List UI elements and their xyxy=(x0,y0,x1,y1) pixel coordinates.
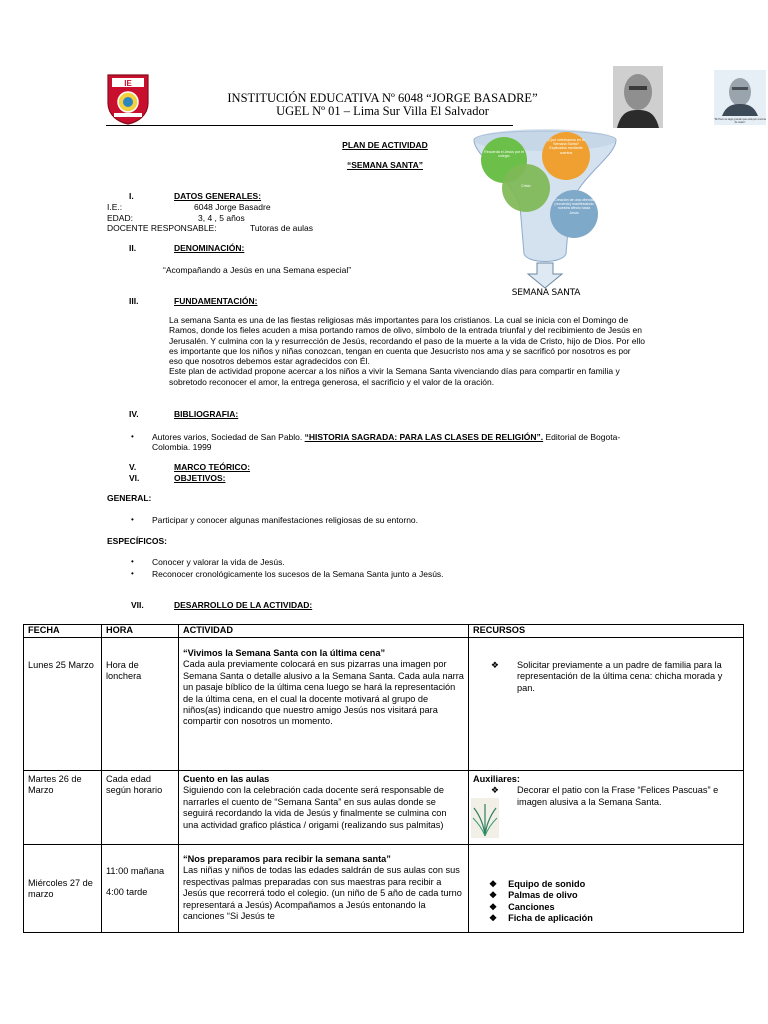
actividad-title: “Vivimos la Semana Santa con la última cena” xyxy=(183,648,386,658)
bullet-dot: • xyxy=(131,557,134,566)
diamond-bullet-icon: ❖ xyxy=(490,785,500,796)
diamond-bullet-icon: ❖ xyxy=(489,890,498,901)
recurso-item xyxy=(473,660,739,694)
section-title-desarrollo: DESARROLLO DE LA ACTIVIDAD: xyxy=(174,600,313,610)
objetivo-general: Participar y conocer algunas manifestaciones religiosas de su entorno. xyxy=(152,515,419,525)
diamond-bullet-icon: ❖ xyxy=(489,879,498,889)
denominacion-text: “Acompañando a Jesús en una Semana especial” xyxy=(163,265,352,275)
portrait-photo-small xyxy=(714,70,766,125)
objetivo-especifico: Reconocer cronológicamente los sucesos de la Semana Santa junto a Jesús. xyxy=(152,569,444,579)
section-number-3: III. xyxy=(129,296,139,306)
section-number-5: V. xyxy=(129,462,137,472)
circle-text-3: Cristo xyxy=(521,184,531,188)
bibliografia-entry xyxy=(152,432,620,442)
recurso-item xyxy=(489,902,739,913)
recurso-text: Equipo de sonido xyxy=(508,879,586,889)
ie-label: I.E.: xyxy=(107,202,123,212)
fundamentacion-line: Este plan de actividad propone acercar a los niños a vivir la Semana Santa vivenciando días para compartir en familia y xyxy=(169,366,620,377)
fundamentacion-line: sobretodo reconocer el amor, la entrega generosa, el sacrificio y el valor de la oración. xyxy=(169,376,495,387)
recursos-cell xyxy=(469,845,744,933)
actividad-title: “Nos preparamos para recibir la semana santa” xyxy=(183,854,391,864)
edad-label: EDAD: xyxy=(107,213,133,223)
actividad-title: Cuento en las aulas xyxy=(183,774,270,784)
portrait-caption: "Mi Perú es algo grande que está por encima de todos" xyxy=(714,118,766,124)
fundamentacion-line: es importante que los niños y niñas conozcan, tengan en cuenta que Jesucristo nos ama y se sacrificó por nosotros es por xyxy=(169,345,631,356)
column-header: HORA xyxy=(102,625,179,638)
ie-value: 6048 Jorge Basadre xyxy=(194,202,271,212)
section-number-7: VII. xyxy=(131,600,144,610)
edad-value: 3, 4 , 5 años xyxy=(198,213,245,223)
section-title-datos: DATOS GENERALES: xyxy=(174,191,262,201)
fundamentacion-line: eso que nosotros debemos estar agradecidos con Él. xyxy=(169,356,370,367)
column-header: FECHA xyxy=(24,625,102,638)
recurso-item xyxy=(473,785,739,808)
school-logo xyxy=(106,73,150,125)
plan-title: PLAN DE ACTIVIDAD xyxy=(342,140,428,150)
table-row xyxy=(24,845,744,933)
hora-manana: 11:00 mañana xyxy=(106,866,165,876)
recursos-cell xyxy=(469,638,744,771)
recurso-text: Decorar el patio con la Frase “Felices Pascuas” e imagen alusiva a la Semana Santa. xyxy=(517,785,719,807)
institution-name: INSTITUCIÓN EDUCATIVA Nº 6048 “JORGE BASADRE” xyxy=(227,91,538,105)
table-row xyxy=(24,771,744,845)
section-title-bibliografia: BIBLIOGRAFIA: xyxy=(174,409,239,419)
actividad-cell xyxy=(179,638,469,771)
table-header-row xyxy=(24,625,744,638)
fecha-cell: Martes 26 de Marzo xyxy=(24,771,102,845)
section-number-4: IV. xyxy=(129,409,139,419)
recurso-item xyxy=(489,913,739,924)
diamond-bullet-icon: ❖ xyxy=(490,660,500,670)
recurso-text: Ficha de aplicación xyxy=(508,913,593,924)
diamond-bullet-icon: ❖ xyxy=(489,901,498,912)
fundamentacion-line: Ramos, donde los fieles acuden a misa portando ramos de olivo, símbolo de la entrada triunfal y del recibimiento de Jesús en xyxy=(169,325,642,336)
actividad-cell xyxy=(179,771,469,845)
column-header: RECURSOS xyxy=(469,625,744,638)
actividad-body: Cada aula previamente colocará en sus pizarras una imagen por Semana Santa o detalle alusivo a la Semana Santa. Cada aula narra un pasaje bíblico de la última cena luego se hará la representación de la última cena, en el cual la docente motivará al grupo de niños(as) indicando que nuestro amigo Jesús nos visitará para compartir con nosotros un momento. xyxy=(183,659,464,727)
section-title-denominacion: DENOMINACIÓN: xyxy=(174,243,245,253)
circle-text-1: Recuerda el Jesús por el colegio xyxy=(484,150,524,159)
recurso-text: Canciones xyxy=(508,901,555,912)
portrait-photo xyxy=(613,66,663,128)
fundamentacion-line: Jerusalén. Y culmina con la y resurrección de Jesús, recordando el paso de la muerte a la vida de Cristo, hijo de Dios. Por ello xyxy=(169,335,645,346)
logo-initials: IE xyxy=(124,79,132,88)
fundamentacion-line: La semana Santa es una de las fiestas religiosas más importantes para los cristianos. La cual se inicia con el Domingo de xyxy=(169,315,629,325)
recurso-item xyxy=(489,890,739,901)
circle-text-2: ¿Qué celebramos en la Semana Santa? Explicados mediante cuentos xyxy=(547,138,585,155)
bullet-dot: • xyxy=(131,432,134,441)
section-title-objetivos: OBJETIVOS: xyxy=(174,473,226,483)
docente-label: DOCENTE RESPONSABLE: xyxy=(107,223,217,233)
general-label: GENERAL: xyxy=(107,493,152,503)
hora-cell: Cada edad según horario xyxy=(102,771,179,845)
especificos-label: ESPECÍFICOS: xyxy=(107,536,167,546)
bibliografia-suffix: Editorial de Bogota- xyxy=(543,432,621,442)
section-number-6: VI. xyxy=(129,473,140,483)
objetivo-especifico: Conocer y valorar la vida de Jesús. xyxy=(152,557,285,567)
recursos-cell xyxy=(469,771,744,845)
recurso-label: Auxiliares: xyxy=(473,774,520,784)
section-title-marco: MARCO TEÓRICO: xyxy=(174,462,251,472)
header-rule xyxy=(106,125,513,126)
circle-text-4: Creación de una ofrenda (recuerdo) manifestando nuestra afecto hacia Jesús xyxy=(554,198,594,215)
palm-leaf-image xyxy=(471,798,499,838)
recurso-text: Solicitar previamente a un padre de familia para la representación de la última cena: chicha morada y pan. xyxy=(517,660,723,693)
actividad-body: Siguiendo con la celebración cada docente será responsable de narrarles el cuento de “Semana Santa” en sus aulas donde se seguirá recordando la vida de Jesús y finalmente se culmina con una actividad grafico plástica / origami (realizando sus palmitas) xyxy=(183,785,447,830)
table-row xyxy=(24,638,744,771)
hora-tarde: 4:00 tarde xyxy=(106,887,148,898)
docente-value: Tutoras de aulas xyxy=(250,223,313,233)
section-number-1: I. xyxy=(129,191,134,201)
bibliografia-prefix: Autores varios, Sociedad de San Pablo. xyxy=(152,432,305,442)
section-number-2: II. xyxy=(129,243,137,253)
fecha-cell: Miércoles 27 de marzo xyxy=(24,845,102,933)
activity-table xyxy=(23,624,744,933)
bibliografia-book: “HISTORIA SAGRADA: PARA LAS CLASES DE RELIGIÓN”. xyxy=(304,432,544,442)
diamond-bullet-icon: ❖ xyxy=(489,913,498,924)
bibliografia-line2: Colombia. 1999 xyxy=(152,442,212,452)
column-header: ACTIVIDAD xyxy=(179,625,469,638)
diagram-caption: SEMANA SANTA xyxy=(511,288,581,298)
bullet-dot: • xyxy=(131,569,134,578)
recurso-text: Palmas de olivo xyxy=(508,890,578,901)
hora-cell: Hora de lonchera xyxy=(102,638,179,771)
section-title-fundamentacion: FUNDAMENTACIÓN: xyxy=(174,296,258,306)
recurso-item xyxy=(489,879,739,890)
activity-name: “SEMANA SANTA” xyxy=(346,160,424,170)
fecha-cell: Lunes 25 Marzo xyxy=(24,638,102,771)
ugel-line: UGEL Nº 01 – Lima Sur Villa El Salvador xyxy=(276,104,489,118)
actividad-cell xyxy=(179,845,469,933)
bullet-dot: • xyxy=(131,515,134,524)
actividad-body: Las niñas y niños de todas las edades saldrán de sus aulas con sus respectivas palmas preparadas con sus maestras para recibir a Jesús que recorrerá todo el colegio. (un niño de 5 año de cada turno representará a Jesús) Acompañamos a Jesús entonando la canciones “Si Jesús te xyxy=(183,865,462,922)
hora-cell xyxy=(102,845,179,933)
fundamentacion-paragraph xyxy=(169,315,669,387)
